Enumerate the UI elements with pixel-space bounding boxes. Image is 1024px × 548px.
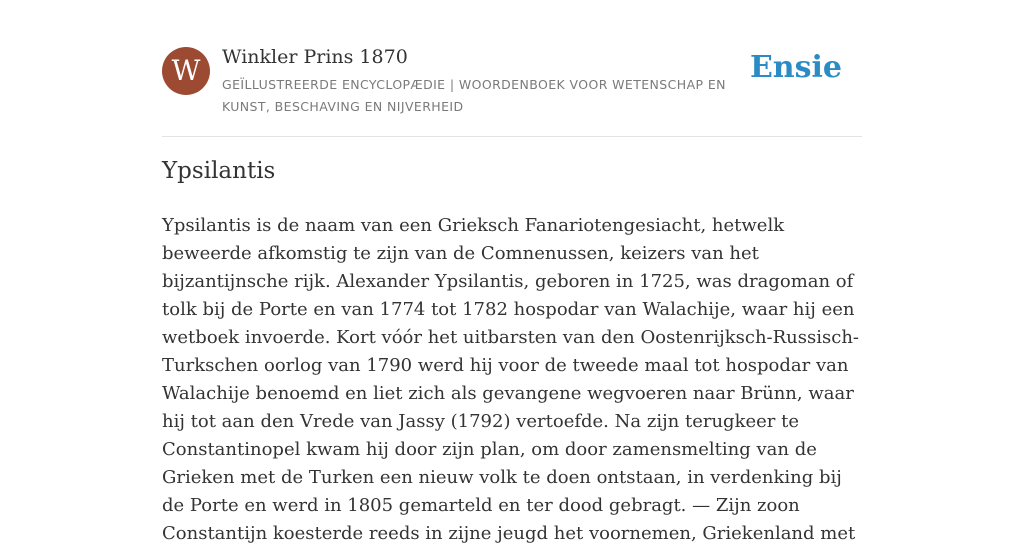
source-header: [162, 44, 862, 137]
article-title: Ypsilantis: [162, 158, 276, 184]
ensie-logo[interactable]: Ensie: [749, 50, 842, 85]
article-body: Ypsilantis is de naam van een Grieksch Fanariotengesiacht, hetwelk beweerde afkomstig te zijn van de Comnenussen, keizers van het bijzantijnsche rijk. Alexander Ypsilantis, geboren in 1725, was dragoman of tolk bij de Porte en van 1774 tot 1782 hospodar van Walachije, waar hij een wetboek invoerde. Kort vóór het uitbarsten van den Oostenrijksch-Russisch-Turkschen oorlog van 1790 werd hij voor de tweede maal tot hospodar van Walachije benoemd en liet zich als gevangene wegvoeren naar Brünn, waar hij tot aan den Vrede van Jassy (1792) vertoefde. Na zijn terugkeer te Constantinopel kwam hij door zijn plan, om door zamensmelting van de Grieken met de Turken een nieuw volk te doen ontstaan, in verdenking bij de Porte en werd in 1805 gemarteld en ter dood gebragt. — Zijn zoon Constantijn koesterde reeds in zijne jeugd het voornemen, Griekenland met: [162, 215, 859, 544]
source-avatar[interactable]: W: [162, 47, 210, 95]
source-subtitle: GEÏLLUSTREERDE ENCYCLOPÆDIE | WOORDENBOEK VOOR WETENSCHAP EN KUNST, BESCHAVING EN NIJVERHEID: [222, 77, 726, 114]
source-title[interactable]: Winkler Prins 1870: [222, 46, 408, 68]
